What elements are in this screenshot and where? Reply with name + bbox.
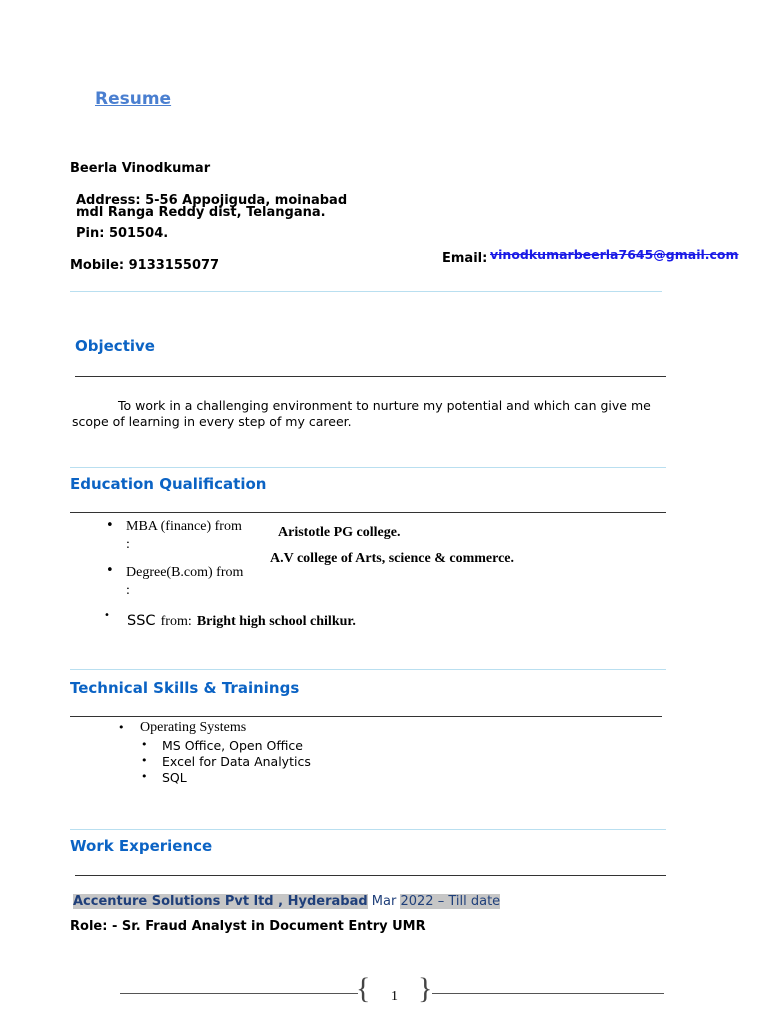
bullet: • bbox=[141, 754, 148, 767]
work-heading: Work Experience bbox=[70, 837, 213, 855]
bullet: • bbox=[141, 770, 148, 783]
work-company-line bbox=[73, 894, 500, 909]
education-heading: Education Qualification bbox=[70, 475, 267, 493]
address-line-2: mdl Ranga Reddy dist, Telangana. bbox=[76, 205, 326, 220]
resume-title: Resume bbox=[95, 89, 172, 109]
divider bbox=[70, 467, 666, 468]
bullet: • bbox=[104, 610, 110, 621]
footer-line-left bbox=[120, 993, 358, 994]
page-number: 1 bbox=[391, 989, 398, 1004]
skills-sub-item: Excel for Data Analytics bbox=[162, 754, 311, 769]
ssc-from: from: bbox=[160, 614, 192, 629]
skills-sub-item: SQL bbox=[162, 770, 187, 785]
education-institution: Bright high school chilkur. bbox=[196, 614, 356, 629]
bullet: • bbox=[141, 738, 148, 751]
ssc-label: SSC bbox=[127, 613, 156, 629]
skills-main-item: Operating Systems bbox=[140, 720, 247, 735]
education-institution: Aristotle PG college. bbox=[278, 525, 401, 540]
email-link[interactable] bbox=[490, 247, 739, 262]
skills-heading: Technical Skills & Trainings bbox=[70, 679, 300, 697]
objective-line-2: scope of learning in every step of my career. bbox=[72, 414, 352, 429]
work-date-till: – Till date bbox=[437, 894, 501, 909]
education-ssc bbox=[127, 610, 356, 630]
footer-brace-left: { bbox=[356, 972, 371, 1005]
education-colon: : bbox=[126, 537, 130, 552]
work-date-year: 2022 bbox=[400, 894, 434, 909]
education-label: MBA (finance) from bbox=[126, 519, 242, 534]
email-label: Email: bbox=[442, 251, 488, 266]
mobile-number: Mobile: 9133155077 bbox=[70, 258, 220, 273]
divider bbox=[70, 716, 662, 717]
divider bbox=[70, 829, 666, 830]
footer-brace-right: } bbox=[418, 972, 433, 1005]
skills-sub-item: MS Office, Open Office bbox=[162, 738, 303, 753]
contact-name: Beerla Vinodkumar bbox=[70, 161, 211, 176]
divider bbox=[70, 669, 666, 670]
education-label: Degree(B.com) from bbox=[126, 565, 244, 580]
address-line-1: Address: 5-56 Appojiguda, moinabad bbox=[76, 193, 348, 208]
email-value[interactable]: vinodkumarbeerla7645@gmail.com bbox=[490, 247, 739, 262]
education-institution: A.V college of Arts, science & commerce. bbox=[270, 551, 514, 566]
work-role: Role: - Sr. Fraud Analyst in Document Entry UMR bbox=[70, 919, 426, 934]
bullet: • bbox=[106, 518, 114, 533]
work-date-month: Mar bbox=[371, 894, 397, 909]
bullet: • bbox=[106, 563, 114, 578]
objective-line-1: To work in a challenging environment to nurture my potential and which can give me bbox=[118, 398, 651, 413]
objective-heading: Objective bbox=[75, 337, 155, 355]
divider bbox=[70, 291, 662, 292]
bullet: • bbox=[118, 721, 125, 734]
footer-line-right bbox=[432, 993, 664, 994]
company-name: Accenture Solutions Pvt ltd , Hyderabad bbox=[73, 894, 368, 909]
divider bbox=[75, 376, 666, 377]
divider bbox=[70, 512, 666, 513]
pin-code: Pin: 501504. bbox=[76, 226, 169, 241]
education-colon: : bbox=[126, 583, 130, 598]
divider bbox=[75, 875, 666, 876]
